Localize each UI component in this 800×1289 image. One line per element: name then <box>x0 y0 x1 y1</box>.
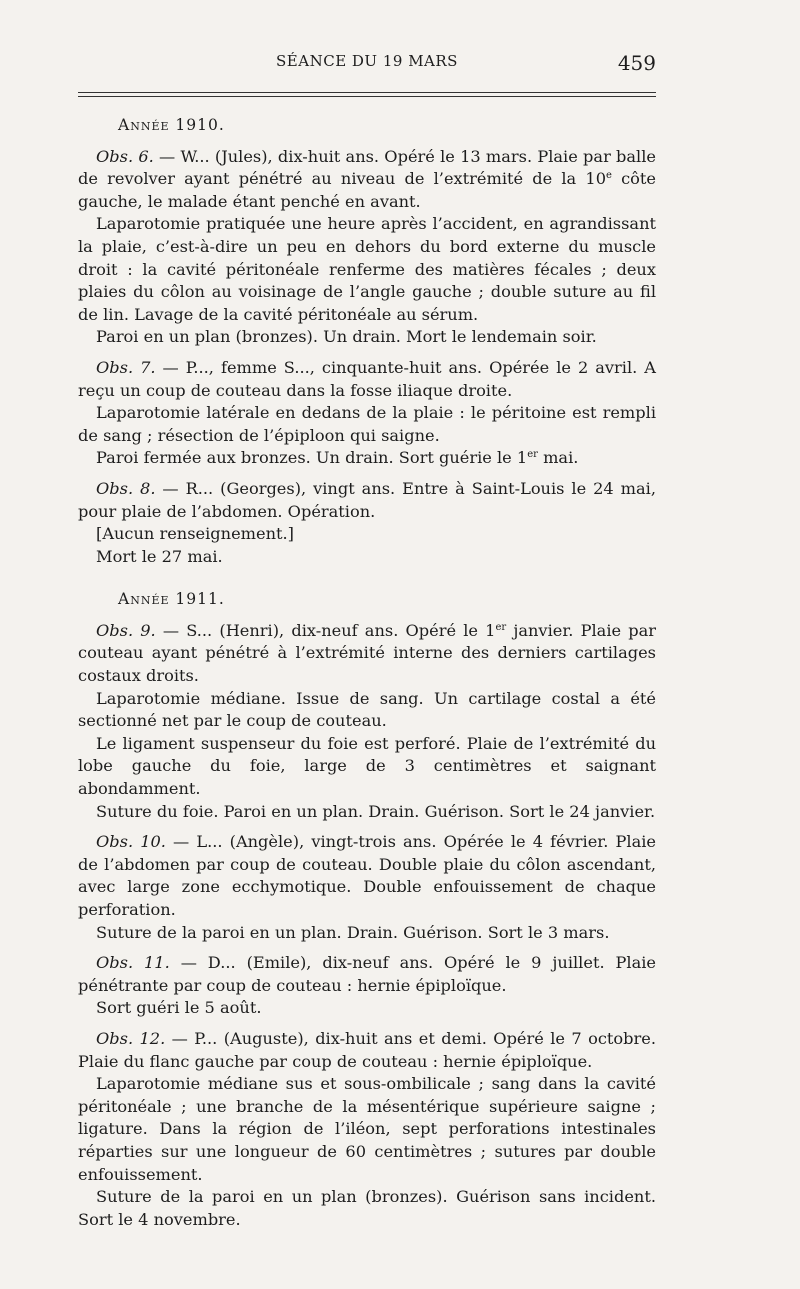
observation-11 <box>78 952 656 1020</box>
observation-7 <box>78 357 656 470</box>
obs8-paragraph-3: Mort le 27 mai. <box>96 546 223 566</box>
obs12-paragraph-1 <box>78 1028 656 1073</box>
obs6-paragraph-1 <box>78 146 656 214</box>
obs9-paragraph-2: Laparotomie médiane. Issue de sang. Un cartilage costal a été sectionné net par le coup de couteau. <box>78 688 656 731</box>
obs9-superscript: er <box>495 621 507 633</box>
obs6-paragraph-3: Paroi en un plan (bronzes). Un drain. Mort le lendemain soir. <box>96 327 597 347</box>
obs6-paragraph-2: Laparotomie pratiquée une heure après l’accident, en agrandissant la plaie, c’est-à-dire un peu en dehors du bord externe du muscle droit : la cavité péritonéale renferme des matières fécales ; deux plaies du côlon au voisinage de l’angle gauche ; double suture au fil de lin. Lavage de la cavité péritonéale au sérum. <box>78 214 656 324</box>
obs12-paragraph-3: Suture de la paroi en un plan (bronzes). Guérison sans incident. Sort le 4 novembre. <box>78 1187 656 1229</box>
obs7-label: Obs. 7. <box>96 357 156 377</box>
obs10-intro: — L... (Angèle), vingt-trois ans. Opérée le 4 février. Plaie de l’abdomen par coup de couteau. Double plaie du côlon ascendant, avec large zone ecchymotique. Double enfouissement de chaque perforation. <box>78 832 656 919</box>
obs7-paragraph-2: Laparotomie latérale en dedans de la plaie : le péritoine est rempli de sang ; résection de l’épiploon qui saigne. <box>78 403 656 445</box>
obs9-paragraph-4: Suture du foie. Paroi en un plan. Drain. Guérison. Sort le 24 janvier. <box>96 801 656 821</box>
year-heading-1910: Année 1910. <box>118 116 225 134</box>
obs8-intro: — R... (Georges), vingt ans. Entre à Saint-Louis le 24 mai, pour plaie de l’abdomen. Opération. <box>78 478 656 521</box>
obs7-paragraph-3 <box>78 447 656 470</box>
observation-6 <box>78 146 656 349</box>
observation-12 <box>78 1028 656 1231</box>
obs7-intro: — P..., femme S..., cinquante-huit ans. Opérée le 2 avril. A reçu un coup de couteau dans la fosse iliaque droite. <box>78 357 656 400</box>
obs7-p3-start: Paroi fermée aux bronzes. Un drain. Sort guérie le 1 <box>96 448 528 468</box>
running-header <box>78 52 656 82</box>
obs7-p3-end: mai. <box>537 448 579 468</box>
obs11-label: Obs. 11. <box>96 953 170 973</box>
obs12-paragraph-2: Laparotomie médiane sus et sous-ombilicale ; sang dans la cavité péritonéale ; une branche de la mésentérique supérieure saigne ; ligature. Dans la région de l’iléon, sept perforations intestinales réparties sur une longueur de 60 centimètres ; sutures par double enfouissement. <box>78 1074 656 1184</box>
obs12-intro: — P... (Auguste), dix-huit ans et demi. Opéré le 7 octobre. Plaie du flanc gauche par coup de couteau : hernie épiploïque. <box>78 1028 656 1071</box>
obs6-superscript: e <box>606 170 612 182</box>
obs8-label: Obs. 8. <box>96 478 156 498</box>
obs9-intro-start: — S... (Henri), dix-neuf ans. Opéré le 1 <box>155 620 496 640</box>
year-heading-1911: Année 1911. <box>118 590 225 609</box>
obs7-superscript: er <box>527 449 538 461</box>
obs8-paragraph-1 <box>78 478 656 523</box>
obs9-paragraph-1 <box>78 620 656 688</box>
obs10-label: Obs. 10. <box>96 832 166 852</box>
page-number: 459 <box>617 51 656 75</box>
header-rule <box>78 92 656 97</box>
obs7-paragraph-1 <box>78 357 656 402</box>
obs11-paragraph-1 <box>78 952 656 997</box>
observation-8 <box>78 478 656 568</box>
observation-10 <box>78 831 656 944</box>
obs8-paragraph-2: [Aucun renseignement.] <box>96 524 294 544</box>
obs11-intro: — D... (Emile), dix-neuf ans. Opéré le 9 juillet. Plaie pénétrante par coup de couteau : hernie épiploïque. <box>78 953 656 995</box>
obs11-paragraph-2: Sort guéri le 5 août. <box>96 998 262 1018</box>
obs10-paragraph-1 <box>78 831 656 921</box>
obs10-paragraph-2: Suture de la paroi en un plan. Drain. Guérison. Sort le 3 mars. <box>96 922 610 942</box>
obs12-label: Obs. 12. <box>96 1028 166 1048</box>
obs9-intro-end: janvier. Plaie par couteau ayant pénétré à l’extrémité interne des derniers cartilages costaux droits. <box>78 620 657 686</box>
obs6-intro-end: côte gauche, le malade étant penché en avant. <box>78 169 656 211</box>
obs9-label: Obs. 9. <box>96 620 156 640</box>
obs6-intro: — W... (Jules), dix-huit ans. Opéré le 13 mars. Plaie par balle de revolver ayant pénétré au niveau de l’extrémité de la 10 <box>78 146 656 189</box>
header-title: SÉANCE DU 19 MARS <box>276 52 458 70</box>
observation-9 <box>78 620 656 823</box>
obs6-label: Obs. 6. <box>96 146 154 166</box>
obs9-paragraph-3: Le ligament suspenseur du foie est perforé. Plaie de l’extrémité du lobe gauche du foie, large de 3 centimètres et saignant abondamment. <box>78 733 656 799</box>
page-body <box>78 110 656 1239</box>
